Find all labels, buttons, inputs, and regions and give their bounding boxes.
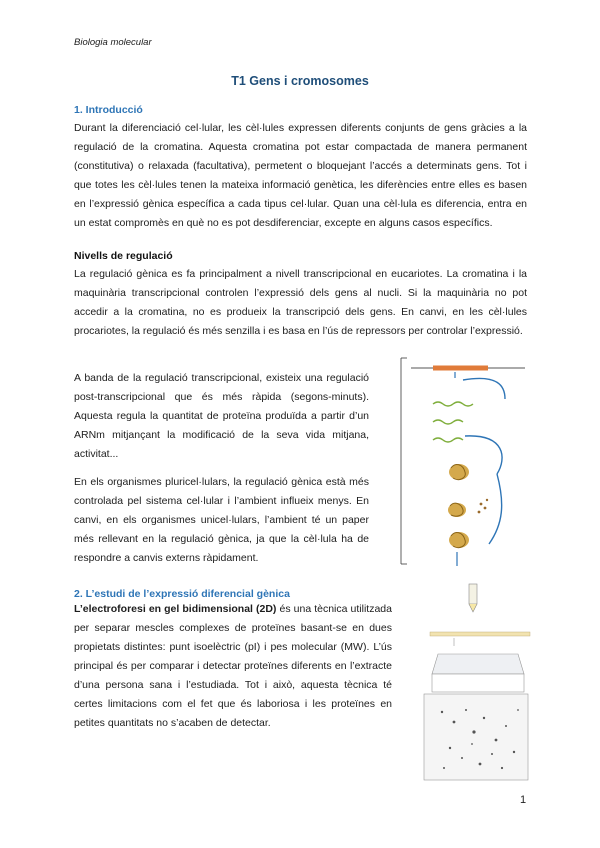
levels-paragraph-2-block — [74, 369, 369, 464]
section-heading-differential-expression: 2. L’estudi de l’expressió diferencial gènica — [74, 588, 290, 600]
levels-paragraph-2: A banda de la regulació transcripcional, existeix una regulació post-transcripcional que és més ràpida (segons-minuts). Aquesta regula la quantitat de proteïna produïda a partir d’un ARNm mitjançant la modificació de la seva vida mitjana, activitat... — [74, 372, 369, 460]
degradation-arrow-1 — [463, 378, 505, 399]
protein-folded-3 — [449, 532, 469, 548]
protein-folded-2 — [448, 503, 466, 517]
electrophoresis-paragraph — [74, 600, 392, 733]
levels-paragraph-block — [74, 265, 527, 341]
intro-paragraph-block — [74, 119, 527, 233]
gene-regulation-figure — [393, 354, 531, 572]
subheading-regulation-levels: Nivells de regulació — [74, 250, 173, 262]
intro-paragraph: Durant la diferenciació cel·lular, les cèl·lules expressen diferents conjunts de gens gràcies a la regulació de la cromatina. Aquesta cromatina pot estar compactada de manera permanent (constitutiva) o relaxada (facultativa), permetent o bloquejant l’accés a determinats gens. Tot i que totes les cèl·lules tenen la mateixa informació genètica, les diferències entre elles es basen en l’expressió gènica específica a cada tipus cel·lular. Quan una cèl·lula es diferencia, entra en un estat compromès en què no es pot desdiferenciar, excepte en alguns casos específics. — [74, 122, 527, 229]
section-heading-introduction: 1. Introducció — [74, 104, 143, 116]
electrophoresis-paragraph-block — [74, 600, 392, 733]
levels-paragraph-1: La regulació gènica es fa principalment a nivell transcripcional en eucariotes. La cromatina i la maquinària transcripcional controlen l’expressió dels gens al nucli. Si la maquinària no pot accedir a la cromatina, no es produeix la transcripció dels gens. En canvi, en les cèl·lules procariotes, la regulació és més senzilla i es basa en l’ús de repressors per controlar l’expressió. — [74, 268, 527, 337]
ipg-strip — [430, 632, 530, 636]
page-title: T1 Gens i cromosomes — [231, 74, 369, 88]
primary-transcript — [433, 402, 473, 406]
processed-mrna — [433, 420, 463, 424]
degradation-arrow-2 — [465, 436, 502, 474]
gel-tray — [432, 654, 524, 674]
levels-paragraph-3-block — [74, 473, 369, 568]
levels-paragraph-3: En els organismes pluricel·lulars, la regulació gènica està més controlada pel sistema cel·lular i l’ambient influeix menys. En canvi, en els organismes unicel·lulars, l’ambient té un paper més rellevant en la regulació gènica, ja que la cèl·lula ha de respondre a canvis externs ràpidament. — [74, 476, 369, 564]
gel-electrophoresis-figure — [414, 582, 536, 794]
gene-bar — [433, 366, 488, 371]
protein-folded-1 — [449, 464, 469, 480]
electrophoresis-description: és una tècnica utilitzada per separar mescles complexes de proteïnes basant-se en dues propietats distintes: punt isoelèctric (pI) i pes molecular (MW). L’ús principal és per comparar i detectar proteïnes diferents en l’extracte d’una persona sana i l’estudiada. Tot i això, aquesta tècnica té certes limitacions com el fet que és laboriosa i les proteïnes en petites quantitats no s’acaben de detectar. — [74, 603, 392, 729]
degraded-fragments — [478, 499, 489, 514]
2d-gel — [424, 694, 528, 780]
feedback-arrow — [489, 474, 502, 544]
cytoplasmic-mrna — [433, 438, 463, 442]
running-header: Biologia molecular — [74, 37, 152, 48]
electrophoresis-term: L’electroforesi en gel bidimensional (2D) — [74, 603, 277, 615]
page-number: 1 — [520, 794, 527, 806]
sample-tube — [469, 584, 477, 604]
